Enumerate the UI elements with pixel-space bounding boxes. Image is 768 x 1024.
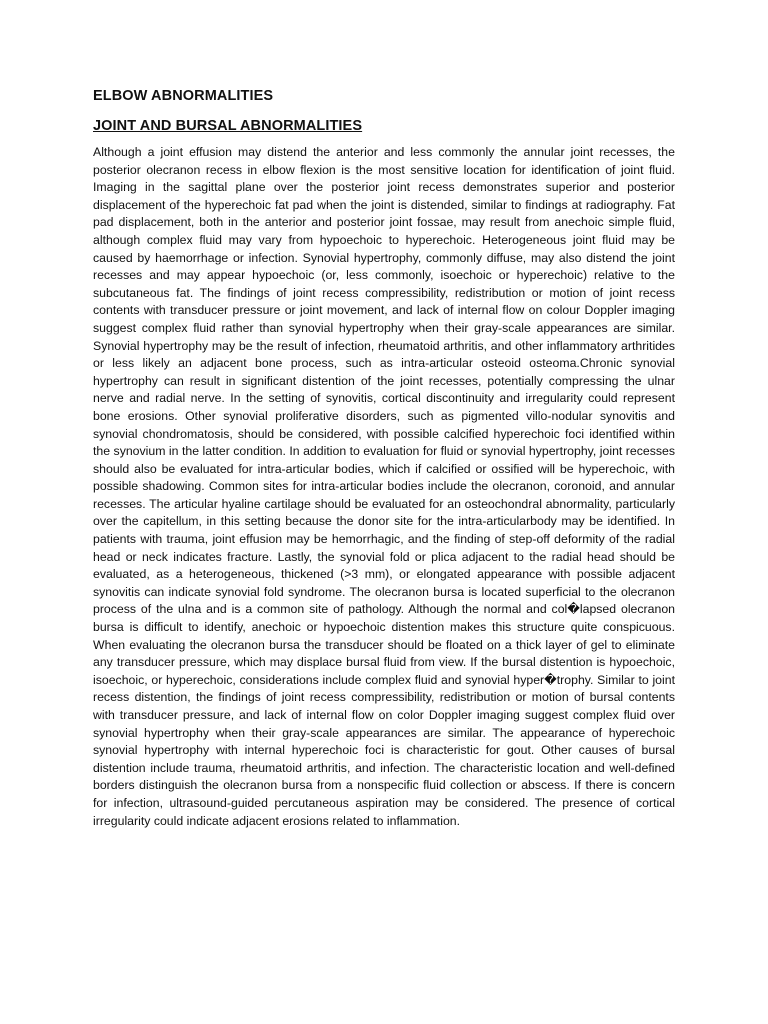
body-paragraph: Although a joint effusion may distend the anterior and less commonly the annular joint recesses, the posterior olecranon recess in elbow flexion is the most sensitive location for identification of joint fluid. Imaging in the sagittal plane over the posterior joint recess demonstrates superior and posterior displacement of the hyperechoic fat pad when the joint is distended, similar to findings at radiography. Fat pad displacement, both in the anterior and posterior joint fossae, may result from anechoic simple fluid, although complex fluid may vary from hypoechoic to hyperechoic. Heterogeneous joint fluid may be caused by haemorrhage or infection. Synovial hypertrophy, commonly diffuse, may also distend the joint recesses and may appear hypoechoic (or, less commonly, isoechoic or hyperechoic) relative to the subcutaneous fat. The findings of joint recess compressibility, redistribution or motion of joint recess contents with transducer pressure or joint movement, and lack of internal flow on colour Doppler imaging suggest complex fluid rather than synovial hypertrophy when their gray-scale appearances are similar. Synovial hypertrophy may be the result of infection, rheumatoid arthritis, and other inflammatory arthritides or less likely an adjacent bone process, such as intra-articular osteoid osteoma.Chronic synovial hypertrophy can result in significant distention of the joint recesses, potentially compressing the ulnar nerve and radial nerve. In the setting of synovitis, cortical discontinuity and irregularity could represent bone erosions. Other synovial proliferative disorders, such as pigmented villo-nodular synovitis and synovial chondromatosis, should be considered, with possible calcified hyperechoic foci identified within the synovium in the latter condition. In addition to evaluation for fluid or synovial hypertrophy, joint recesses should also be evaluated for intra-articular bodies, which if calcified or ossified will be hyperechoic, with possible shadowing. Common sites for intra-articular bodies include the olecranon, coronoid, and annular recesses. The articular hyaline cartilage should be evaluated for an osteochondral abnormality, particularly over the capitellum, in this setting because the donor site for the intra-articularbody may be identified. In patients with trauma, joint effusion may be hemorrhagic, and the finding of step-off deformity of the radial head or neck indicates fracture. Lastly, the synovial fold or plica adjacent to the radial head should be evaluated, as a heterogeneous, thickened (>3 mm), or elongated appearance with possible adjacent synovitis can indicate synovial fold syndrome. The olecranon bursa is located superficial to the olecranon process of the ulna and is a common site of pathology. Although the normal and col�lapsed olecranon bursa is difficult to identify, anechoic or hypoechoic distention makes this structure quite conspicuous. When evaluating the olecranon bursa the transducer should be floated on a thick layer of gel to eliminate any transducer pressure, which may displace bursal fluid from view. If the bursal distention is hypoechoic, isoechoic, or hyperechoic, considerations include complex fluid and synovial hyper�trophy. Similar to joint recess distention, the findings of joint recess compressibility, redistribution or motion of bursal contents with transducer pressure, and lack of internal flow on color Doppler imaging suggest complex fluid over synovial hypertrophy when their gray-scale appearances are similar. The appearance of hyperechoic synovial hypertrophy with internal hyperechoic foci is characteristic for gout. Other causes of bursal distention include trauma, rheumatoid arthritis, and infection. The characteristic location and well-defined borders distinguish the olecranon bursa from a nonspecific fluid collection or abscess. If there is concern for infection, ultrasound-guided percutaneous aspiration may be considered. The presence of cortical irregularity could indicate adjacent erosions related to inflammation. [93, 145, 675, 828]
section-title: JOINT AND BURSAL ABNORMALITIES [93, 118, 363, 134]
document-title: ELBOW ABNORMALITIES [93, 88, 274, 104]
document-page [93, 88, 675, 830]
